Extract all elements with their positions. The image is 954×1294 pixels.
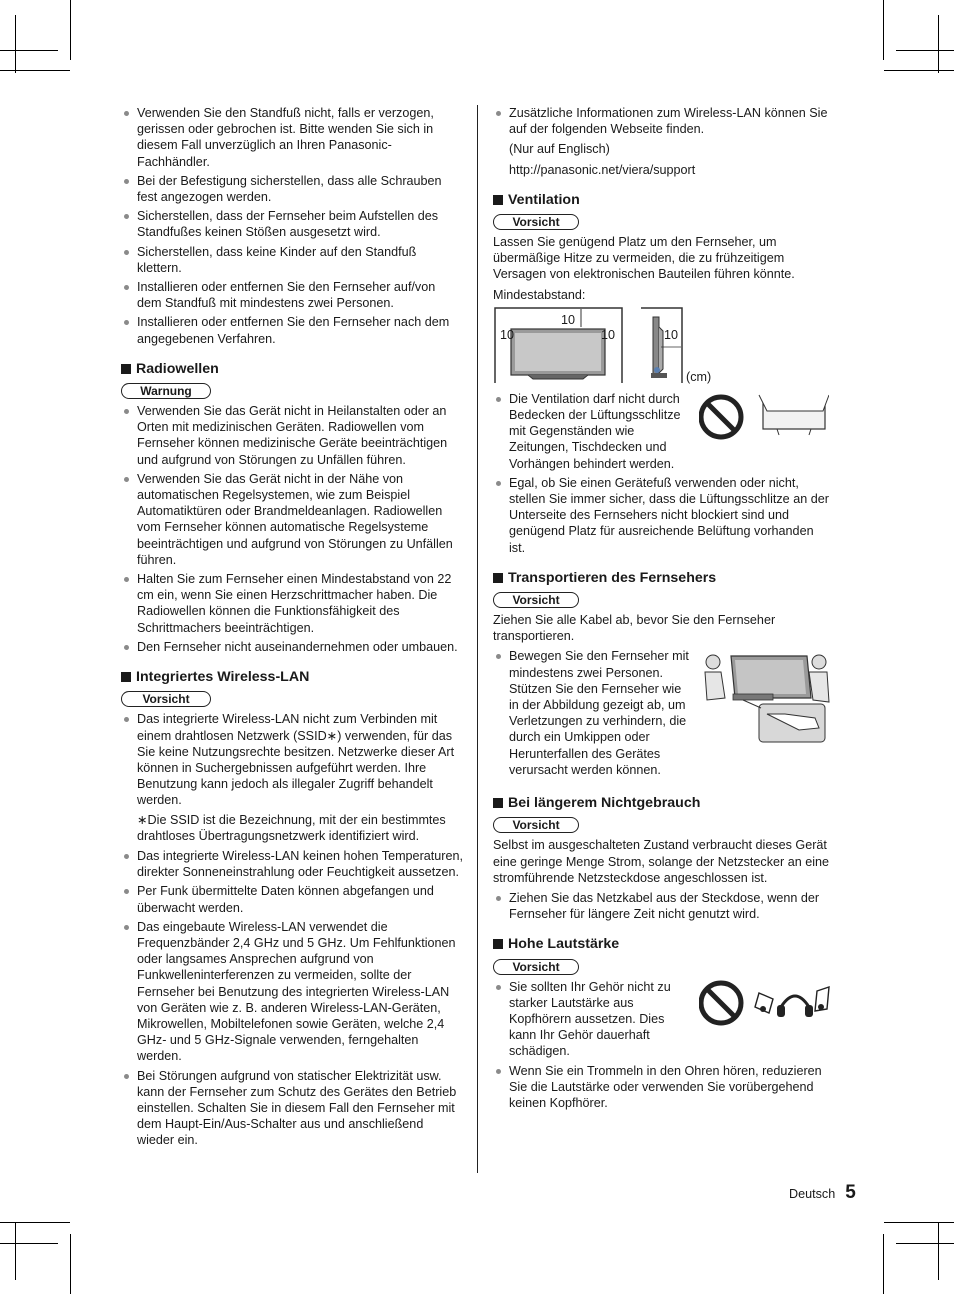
dimension-label-right: 10 bbox=[601, 327, 616, 342]
wlan-list-continued bbox=[121, 848, 463, 1149]
list-item: Bei der Befestigung sicherstellen, dass alle Schrauben fest angezogen werden. bbox=[121, 173, 463, 205]
dimension-label-side: 10 bbox=[664, 327, 679, 342]
square-bullet-icon bbox=[121, 364, 131, 374]
prohibited-icon bbox=[701, 983, 741, 1023]
square-bullet-icon bbox=[493, 798, 503, 808]
list-item: Das integrierte Wireless-LAN nicht zum Verbinden mit einem drahtlosen Netzwerk (SSID∗) verwenden, für das Sie keine Nutzungsrechte besitzen. Netzwerke dieser Art können in Suchergebnissen aufgeführt werden. Ihre Benutzung kann jedoch als illegaler Zugriff behandelt werden. bbox=[121, 711, 463, 808]
page-footer bbox=[789, 1182, 856, 1203]
list-item: Ziehen Sie das Netzkabel aus der Steckdose, wenn der Fernseher für längere Zeit nicht genutzt wird. bbox=[493, 890, 833, 922]
section-heading-longterm: Bei längerem Nichtgebrauch bbox=[493, 795, 833, 811]
section-heading-radio: Radiowellen bbox=[121, 361, 463, 377]
covered-tv-icon bbox=[759, 395, 829, 435]
support-url: http://panasonic.net/viera/support bbox=[509, 162, 696, 177]
section-heading-wlan: Integriertes Wireless-LAN bbox=[121, 669, 463, 685]
volume-list-continued bbox=[493, 1063, 833, 1112]
headphone-warning-illustration bbox=[699, 979, 833, 1031]
square-bullet-icon bbox=[493, 939, 503, 949]
list-item: Sicherstellen, dass keine Kinder auf den Standfuß klettern. bbox=[121, 244, 463, 276]
square-bullet-icon bbox=[493, 195, 503, 205]
prohibited-icon bbox=[701, 397, 741, 437]
section-heading-ventilation: Ventilation bbox=[493, 192, 833, 208]
list-item: Verwenden Sie das Gerät nicht in Heilanstalten oder an Orten mit medizinischen Geräten. Radiowellen vom Fernseher können medizinische Geräte beeinträchtigen und aufgrund von Störungen zu Unfällen führen. bbox=[121, 403, 463, 468]
language-note: (Nur auf Englisch) bbox=[509, 142, 610, 157]
square-bullet-icon bbox=[121, 672, 131, 682]
radio-list bbox=[121, 403, 463, 655]
ventilation-text: Lassen Sie genügend Platz um den Fernseher, um übermäßige Hitze zu vermeiden, die zu frühzeitigem Versagen von elektronischen Bauteilen führen könnte. bbox=[493, 235, 795, 282]
transport-list bbox=[493, 648, 693, 781]
list-item: Die Ventilation darf nicht durch Bedecken der Lüftungsschlitze mit Gegenständen wie Zeitungen, Tischdecken und Vorhängen behindert werden. bbox=[493, 391, 693, 472]
hand-detail-icon bbox=[743, 700, 825, 742]
ventilation-list bbox=[493, 391, 693, 475]
longterm-list bbox=[493, 890, 833, 922]
longterm-text: Selbst im ausgeschalteten Zustand verbraucht dieses Gerät eine geringe Menge Strom, solange der Netzstecker an eine stromführende Netzsteckdose angeschlossen ist. bbox=[493, 838, 830, 885]
ventilation-list-continued bbox=[493, 475, 833, 556]
person-icon bbox=[809, 655, 829, 702]
music-notes-icon bbox=[755, 987, 829, 1013]
transport-text: Ziehen Sie alle Kabel ab, bevor Sie den Fernseher transportieren. bbox=[493, 613, 776, 644]
no-cover-illustration bbox=[699, 393, 829, 445]
page-number: 5 bbox=[845, 1182, 856, 1203]
person-icon bbox=[705, 655, 725, 700]
caution-badge: Vorsicht bbox=[493, 817, 579, 833]
headphones-icon bbox=[777, 996, 813, 1017]
caution-badge: Vorsicht bbox=[493, 592, 579, 608]
square-bullet-icon bbox=[493, 573, 503, 583]
min-distance-label: Mindestabstand: bbox=[493, 287, 586, 302]
carry-tv-illustration bbox=[703, 648, 831, 748]
column-divider bbox=[477, 105, 478, 1173]
caution-badge: Vorsicht bbox=[493, 959, 579, 975]
list-item: Den Fernseher nicht auseinandernehmen oder umbauen. bbox=[121, 639, 463, 655]
tv-icon bbox=[731, 656, 811, 700]
list-item: Sie sollten Ihr Gehör nicht zu starker Lautstärke aus Kopfhörern aussetzen. Dies kann Ihr Gehör dauerhaft schädigen. bbox=[493, 979, 675, 1060]
list-item: Bei Störungen aufgrund von statischer Elektrizität usw. kann der Fernseher zum Schutz des Gerätes den Betrieb einstellen. Schalten Sie in diesem Fall den Fernseher mit dem Haupt-Ein/Aus-Schalter aus und anschließend wieder ein. bbox=[121, 1068, 463, 1149]
section-heading-volume: Hohe Lautstärke bbox=[493, 936, 833, 952]
unit-label: (cm) bbox=[686, 369, 712, 384]
clearance-diagram bbox=[493, 307, 733, 385]
list-item: Das eingebaute Wireless-LAN verwendet die Frequenzbänder 2,4 GHz und 5 GHz. Um Fehlfunktionen oder langsames Ansprechen aufgrund von Funkwelleninterferenzen zu vermeiden, sollte der Fernseher bei Benutzung des integrierten Wireless-LAN von Geräten wie z. B. anderen Wireless-LAN-Geräten, Mikrowellen, Mobiltelefonen sowie Geräten, welche 2,4 GHz- und 5 GHz-Signale verwenden, ferngehalten werden. bbox=[121, 919, 463, 1065]
list-item: Das integrierte Wireless-LAN keinen hohen Temperaturen, direkter Sonneneinstrahlung oder Feuchtigkeit aussetzen. bbox=[121, 848, 463, 880]
stand-safety-list bbox=[121, 105, 463, 347]
dimension-label-left: 10 bbox=[500, 327, 515, 342]
volume-row bbox=[493, 979, 833, 1063]
wlan-info-list bbox=[493, 105, 833, 137]
caution-badge: Vorsicht bbox=[493, 214, 579, 230]
footer-language: Deutsch bbox=[789, 1187, 836, 1201]
dimension-label-top: 10 bbox=[561, 312, 576, 327]
list-item: Installieren oder entfernen Sie den Fernseher nach dem angegebenen Verfahren. bbox=[121, 314, 463, 346]
list-item: Sicherstellen, dass der Fernseher beim Aufstellen des Standfußes keinen Stößen ausgesetzt wird. bbox=[121, 208, 463, 240]
list-item: Egal, ob Sie einen Gerätefuß verwenden oder nicht, stellen Sie immer sicher, dass die Lüftungsschlitze an der Unterseite des Fernsehers nicht blockiert sind und genügend Platz für ausreichende Belüftung vorhanden ist. bbox=[493, 475, 833, 556]
right-column bbox=[493, 105, 833, 1114]
list-item: Bewegen Sie den Fernseher mit mindestens zwei Personen. Stützen Sie den Fernseher wie in der Abbildung gezeigt ab, um Verletzungen zu verhindern, die durch ein Umkippen oder Herunterfallen des Gerätes verursacht werden können. bbox=[493, 648, 693, 778]
list-item: Installieren oder entfernen Sie den Fernseher auf/von dem Standfuß mit mindestens zwei Personen. bbox=[121, 279, 463, 311]
list-item: Halten Sie zum Fernseher einen Mindestabstand von 22 cm ein, wenn Sie einen Herzschrittmacher haben. Die Radiowellen können die Funktionsfähigkeit des Schrittmachers beeinträchtigen. bbox=[121, 571, 463, 636]
list-item: Verwenden Sie den Standfuß nicht, falls er verzogen, gerissen oder gebrochen ist. Bitte wenden Sie sich in diesem Fall unverzüglich an Ihren Panasonic-Fachhändler. bbox=[121, 105, 463, 170]
section-heading-transport: Transportieren des Fernsehers bbox=[493, 570, 833, 586]
list-item: Zusätzliche Informationen zum Wireless-LAN können Sie auf der folgenden Webseite finden. bbox=[493, 105, 833, 137]
left-column bbox=[121, 105, 463, 1152]
wlan-list bbox=[121, 711, 463, 808]
ventilation-cover-row bbox=[493, 391, 833, 475]
list-item: Verwenden Sie das Gerät nicht in der Nähe von automatischen Regelsystemen, wie zum Beispiel Automatiktüren oder Brandmeldeanlagen. Radiowellen vom Fernseher können automatische Regelsysteme beeinträchtigen und aufgrund von Störungen zu Unfällen führen. bbox=[121, 471, 463, 568]
volume-list bbox=[493, 979, 675, 1063]
ssid-footnote: ∗Die SSID ist die Bezeichnung, mit der ein bestimmtes drahtloses Übertragungsnetzwerk identifiziert wird. bbox=[137, 812, 446, 843]
warning-badge: Warnung bbox=[121, 383, 211, 399]
transport-row bbox=[493, 648, 833, 781]
caution-badge: Vorsicht bbox=[121, 691, 211, 707]
list-item: Wenn Sie ein Trommeln in den Ohren hören, reduzieren Sie die Lautstärke oder verwenden Sie vorübergehend keinen Kopfhörer. bbox=[493, 1063, 833, 1112]
list-item: Per Funk übermittelte Daten können abgefangen und überwacht werden. bbox=[121, 883, 463, 915]
